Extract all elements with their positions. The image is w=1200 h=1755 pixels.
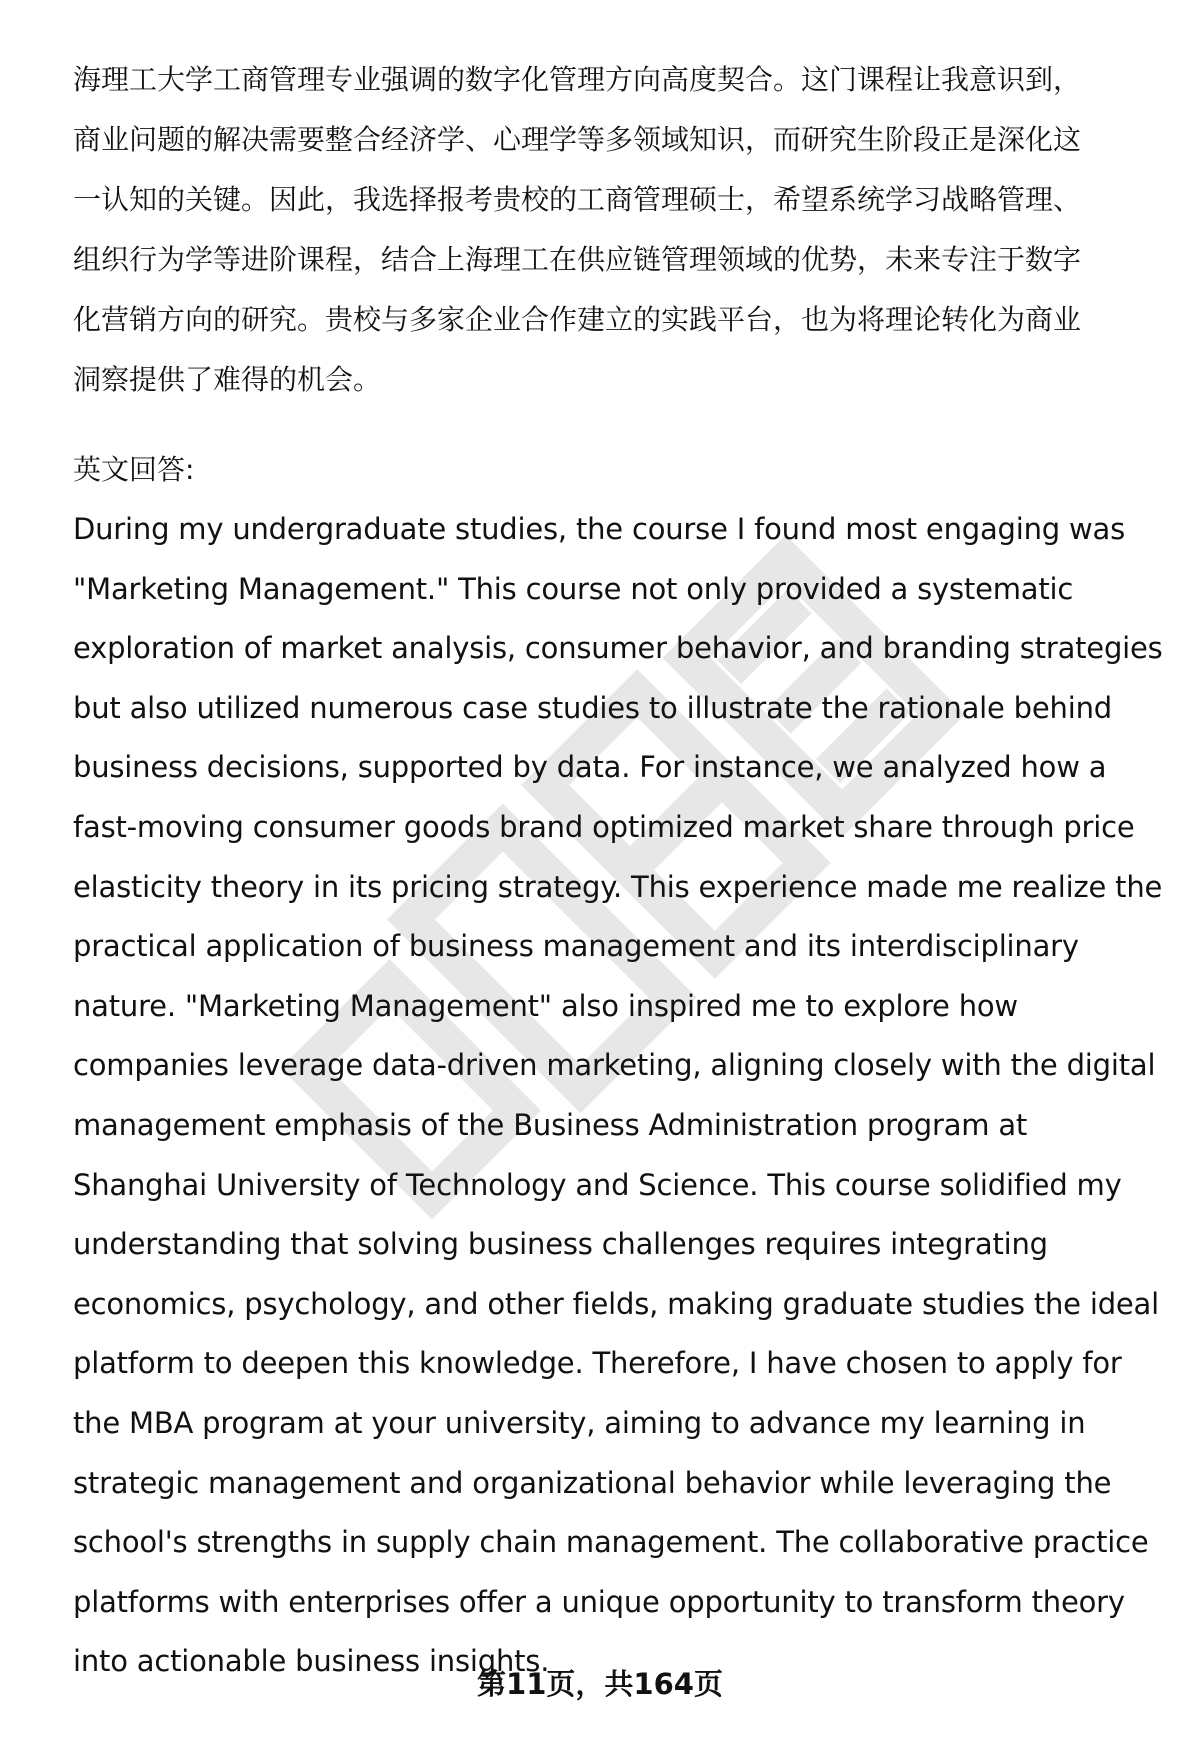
text-line: 商业问题的解决需要整合经济学、心理学等多领域知识，而研究生阶段正是深化这 xyxy=(73,123,1082,156)
text-line: 组织行为学等进阶课程，结合上海理工在供应链管理领域的优势，未来专注于数字 xyxy=(73,243,1082,276)
text-line: the MBA program at your university, aiming to advance my learning in xyxy=(73,1405,1086,1440)
text-line: practical application of business management and its interdisciplinary xyxy=(73,929,1079,964)
text-line: elasticity theory in its pricing strategy. This experience made me realize the xyxy=(73,869,1163,904)
english-paragraph xyxy=(73,500,1163,1692)
text-line: 一认知的关键。因此，我选择报考贵校的工商管理硕士，希望系统学习战略管理、 xyxy=(73,183,1082,216)
text-line: During my undergraduate studies, the course I found most engaging was xyxy=(73,512,1125,546)
text-line: 化营销方向的研究。贵校与多家企业合作建立的实践平台，也为将理论转化为商业 xyxy=(73,303,1082,336)
document-body xyxy=(73,50,1163,1692)
text-line: platform to deepen this knowledge. Therefore, I have chosen to apply for xyxy=(73,1346,1122,1381)
page-number: 第11页，共164页 xyxy=(477,1667,723,1701)
text-line: Shanghai University of Technology and Science. This course solidified my xyxy=(73,1167,1122,1202)
text-line: fast-moving consumer goods brand optimized market share through price xyxy=(73,809,1135,844)
text-line: "Marketing Management." This course not only provided a systematic xyxy=(73,571,1074,606)
text-line: school's strengths in supply chain management. The collaborative practice xyxy=(73,1525,1149,1560)
text-line: management emphasis of the Business Administration program at xyxy=(73,1107,1028,1142)
chinese-paragraph xyxy=(73,50,1153,410)
text-line: strategic management and organizational behavior while leveraging the xyxy=(73,1465,1112,1500)
text-line: but also utilized numerous case studies to illustrate the rationale behind xyxy=(73,690,1112,725)
text-line: 洞察提供了难得的机会。 xyxy=(73,363,382,396)
text-line: into actionable business insights. xyxy=(73,1644,550,1679)
text-line: platforms with enterprises offer a unique opportunity to transform theory xyxy=(73,1584,1125,1619)
text-line: nature. "Marketing Management" also inspired me to explore how xyxy=(73,988,1018,1023)
text-line: understanding that solving business challenges requires integrating xyxy=(73,1227,1048,1262)
english-answer-label: 英文回答: xyxy=(73,453,195,486)
text-line: 海理工大学工商管理专业强调的数字化管理方向高度契合。这门课程让我意识到， xyxy=(73,63,1082,96)
text-line: economics, psychology, and other fields, making graduate studies the ideal xyxy=(73,1286,1159,1321)
text-line: business decisions, supported by data. For instance, we analyzed how a xyxy=(73,750,1107,785)
text-line: exploration of market analysis, consumer behavior, and branding strategies xyxy=(73,631,1163,666)
text-line: companies leverage data-driven marketing, aligning closely with the digital xyxy=(73,1048,1156,1083)
